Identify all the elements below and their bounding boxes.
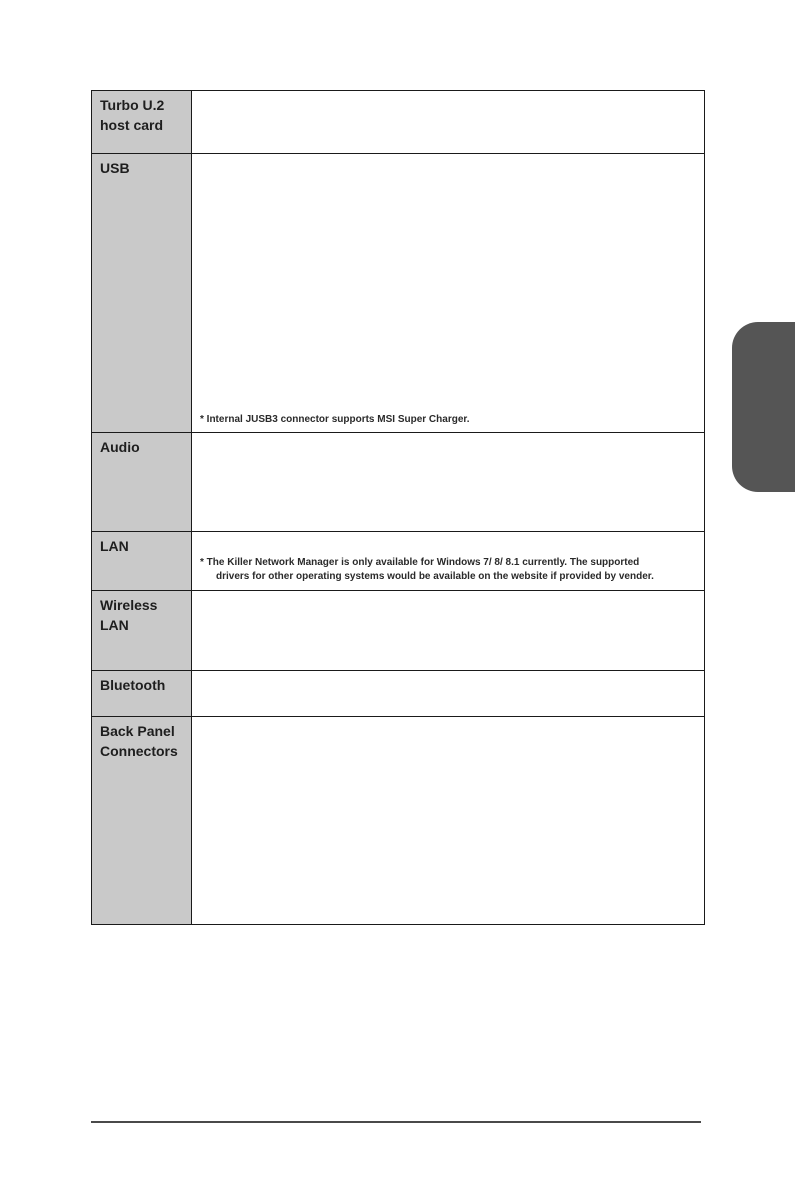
spec-value-turbo-u2	[192, 91, 705, 154]
spec-value-audio	[192, 433, 705, 532]
footer-divider	[91, 1121, 701, 1123]
spec-row-bluetooth	[92, 671, 705, 717]
spec-value-back-panel	[192, 717, 705, 925]
lan-footnote-line-1: * The Killer Network Manager is only available for Windows 7/ 8/ 8.1 currently. The supported	[200, 557, 640, 568]
spec-label-audio: Audio	[100, 439, 140, 455]
specifications-table	[91, 90, 705, 925]
spec-value-usb	[192, 154, 705, 433]
spec-label-cell	[92, 671, 192, 717]
spec-label-cell	[92, 591, 192, 671]
chapter-side-tab	[732, 322, 795, 492]
usb-footnote: * Internal JUSB3 connector supports MSI Super Charger.	[200, 414, 470, 425]
spec-value-bluetooth	[192, 671, 705, 717]
spec-label-lan: LAN	[100, 538, 129, 554]
spec-label-back-panel: Back Panel Connectors	[100, 723, 178, 759]
lan-footnote-line-2: drivers for other operating systems would be available on the website if provided by vender.	[216, 571, 654, 582]
spec-label-wireless-lan: Wireless LAN	[100, 597, 158, 633]
spec-label-cell	[92, 532, 192, 591]
spec-row-usb	[92, 154, 705, 433]
spec-value-wireless-lan	[192, 591, 705, 671]
spec-row-audio	[92, 433, 705, 532]
spec-label-cell	[92, 717, 192, 925]
spec-row-back-panel	[92, 717, 705, 925]
spec-label-bluetooth: Bluetooth	[100, 677, 166, 693]
spec-value-lan	[192, 532, 705, 591]
spec-row-wireless-lan	[92, 591, 705, 671]
spec-row-turbo-u2	[92, 91, 705, 154]
spec-label-cell	[92, 91, 192, 154]
spec-row-lan	[92, 532, 705, 591]
spec-label-cell	[92, 154, 192, 433]
spec-label-turbo-u2: Turbo U.2 host card	[100, 97, 165, 133]
spec-label-cell	[92, 433, 192, 532]
spec-label-usb: USB	[100, 160, 130, 176]
lan-footnote	[200, 556, 698, 584]
